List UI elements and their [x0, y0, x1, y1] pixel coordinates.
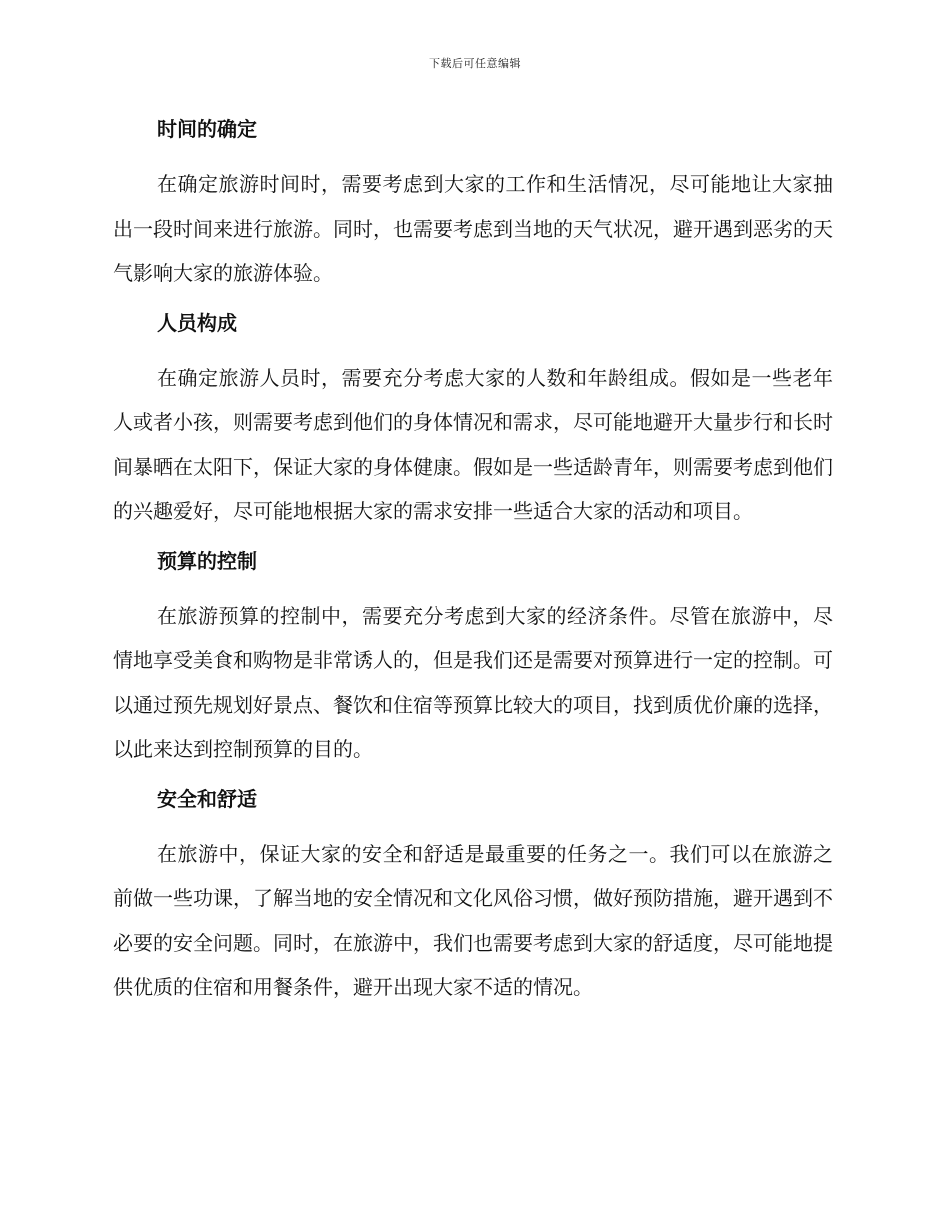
section-heading: 时间的确定 [157, 117, 257, 141]
section-people [113, 306, 833, 534]
section-safety [113, 782, 833, 1010]
section-paragraph: 在确定旅游人员时，需要充分考虑大家的人数和年龄组成。假如是一些老年人或者小孩，则需要考虑到他们的身体情况和需求，尽可能地避开大量步行和长时间暴晒在太阳下，保证大家的身体健康。假如是一些适龄青年，则需要考虑到他们的兴趣爱好，尽可能地根据大家的需求安排一些适合大家的活动和项目。 [113, 365, 833, 523]
section-paragraph: 在旅游中，保证大家的安全和舒适是最重要的任务之一。我们可以在旅游之前做一些功课，了解当地的安全情况和文化风俗习惯，做好预防措施，避开遇到不必要的安全问题。同时，在旅游中，我们也需要考虑到大家的舒适度，尽可能地提供优质的住宿和用餐条件，避开出现大家不适的情况。 [113, 841, 833, 999]
section-paragraph: 在确定旅游时间时，需要考虑到大家的工作和生活情况，尽可能地让大家抽出一段时间来进行旅游。同时，也需要考虑到当地的天气状况，避开遇到恶劣的天气影响大家的旅游体验。 [113, 172, 833, 285]
document-body [113, 112, 833, 1020]
section-heading: 人员构成 [157, 310, 237, 335]
section-paragraph: 在旅游预算的控制中，需要充分考虑到大家的经济条件。尽管在旅游中，尽情地享受美食和购物是非常诱人的，但是我们还是需要对预算进行一定的控制。可以通过预先规划好景点、餐饮和住宿等预算比较大的项目，找到质优价廉的选择，以此来达到控制预算的目的。 [113, 603, 833, 761]
header-note: 下载后可任意编辑 [429, 57, 521, 70]
section-time [113, 112, 833, 296]
section-heading: 安全和舒适 [157, 786, 257, 811]
section-heading: 预算的控制 [157, 548, 257, 573]
section-budget [113, 544, 833, 772]
